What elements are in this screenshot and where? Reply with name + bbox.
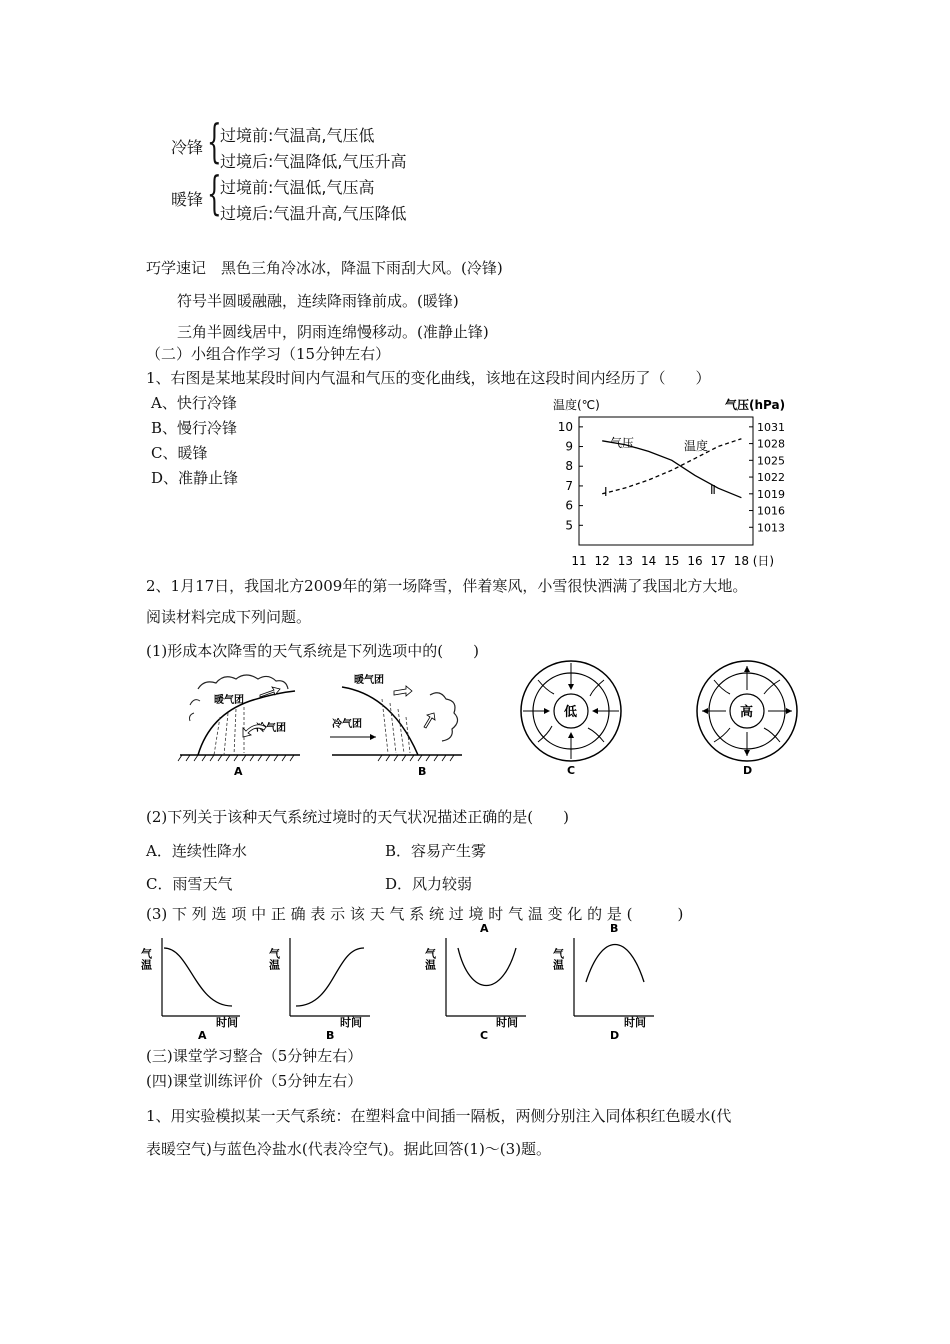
low-pressure-label: 低	[564, 705, 578, 720]
q3-line-2: 表暖空气)与蓝色冷盐水(代表冷空气)。据此回答(1)～(3)题。	[146, 1140, 552, 1158]
graph-label-d: D	[610, 1029, 620, 1042]
x-tick-label: 12	[594, 554, 610, 568]
curve-b	[296, 948, 364, 1006]
top-label-a: A	[480, 922, 489, 935]
y-left-tick-label: 7	[565, 478, 573, 493]
arrow-icon	[394, 686, 412, 696]
graph-a	[140, 938, 240, 1042]
curve-a	[164, 948, 232, 1006]
arrow-icon	[370, 734, 376, 740]
figure-label-b: B	[418, 765, 427, 777]
y-right-tick-label: 1031	[757, 420, 785, 434]
q2-intro-1: 2、1月17日，我国北方2009年的第一场降雪，伴着寒风，小雪很快洒满了我国北方大地。	[146, 577, 748, 595]
brace-icon: {	[207, 114, 222, 168]
ground-hatch	[378, 755, 454, 761]
y-label: 气温	[140, 948, 153, 970]
cold-mass-label: 冷气团	[332, 719, 362, 730]
y-left-tick-label: 9	[565, 439, 573, 454]
cold-front-label: 冷锋	[171, 138, 204, 157]
top-label-b: B	[610, 922, 619, 935]
section-3-title: (三)课堂学习整合（5分钟左右）	[146, 1047, 363, 1065]
y-label: 气温	[551, 948, 565, 970]
q1-option-d: D、准静止锋	[151, 469, 239, 487]
cold-mass-label: 冷气团	[256, 723, 286, 734]
front-diagram-b	[322, 665, 472, 777]
x-label: 时间	[216, 1016, 238, 1029]
warm-mass-label: 暖气团	[354, 675, 384, 686]
graph-d	[552, 922, 655, 1042]
x-tick-label: 17	[710, 554, 726, 568]
series-label-pressure: 气压	[610, 436, 635, 450]
q2-sub-1: (1)形成本次降雪的天气系统是下列选项中的( )	[146, 642, 479, 660]
ground-hatch	[178, 755, 294, 761]
plot-frame	[579, 417, 753, 545]
y-left-tick-label: 5	[565, 518, 573, 533]
mnemonic-line-1: 巧学速记 黑色三角冷冰冰，降温下雨刮大风。(冷锋)	[146, 259, 503, 277]
y-left-tick-label: 10	[557, 419, 573, 434]
y-axis-right-label: 气压(hPa)	[725, 398, 786, 412]
graph-label-a: A	[198, 1029, 207, 1042]
brace-icon: {	[207, 166, 222, 220]
x-tick-label: 14	[640, 554, 657, 568]
section-4-title: (四)课堂训练评价（5分钟左右）	[146, 1072, 363, 1090]
section-2-title: （二）小组合作学习（15分钟左右）	[146, 345, 391, 363]
q2-sub2-option-d: D．风力较弱	[385, 875, 473, 893]
y-right-tick-label: 1013	[757, 521, 785, 535]
mnemonic-line-2: 符号半圆暖融融，连续降雨锋前成。(暖锋)	[177, 292, 459, 310]
q2-sub-3: (3) 下 列 选 项 中 正 确 表 示 该 天 气 系 统 过 境 时 气 温 变 化 的 是 ( )	[146, 905, 684, 923]
y-right-tick-label: 1019	[757, 487, 785, 501]
y-right-tick-label: 1022	[757, 471, 785, 485]
curve-c	[458, 948, 516, 986]
graph-label-c: C	[480, 1029, 489, 1042]
x-tick-label: 15	[664, 554, 680, 568]
x-tick-label: 16	[687, 554, 703, 568]
x-label: 时间	[624, 1016, 646, 1029]
cloud-icon	[198, 675, 288, 689]
front-diagram-a	[170, 665, 310, 777]
rain-lines	[382, 699, 410, 753]
graph-c	[424, 922, 527, 1042]
q1-option-a: A、快行冷锋	[151, 394, 237, 412]
q2-sub2-option-b: B．容易产生雾	[385, 842, 487, 860]
warm-front-label: 暖锋	[171, 190, 204, 209]
x-tick-label: 11	[571, 554, 587, 568]
figure-label-a: A	[234, 765, 243, 777]
q1-stem: 1、右图是某地某段时间内气温和气压的变化曲线，该地在这段时间内经历了（ ）	[146, 369, 711, 387]
annotation-i: Ⅰ	[604, 485, 608, 499]
y-right-tick-label: 1025	[757, 454, 785, 468]
rain-lines	[214, 707, 244, 755]
arrow-icon	[424, 713, 435, 728]
graph-label-b: B	[326, 1029, 335, 1042]
y-right-tick-label: 1016	[757, 504, 785, 518]
y-axis-left-label: 温度(℃)	[553, 398, 600, 412]
y-label: 气温	[267, 948, 281, 970]
y-left-tick-label: 8	[565, 459, 573, 474]
x-axis-label: (日)	[752, 554, 775, 568]
cold-before: 过境前:气温高,气压低	[220, 126, 375, 145]
q1-option-c: C、暖锋	[151, 444, 208, 462]
q2-sub2-option-a: A．连续性降水	[146, 842, 247, 860]
curve-d	[586, 945, 644, 983]
y-right-tick-label: 1028	[757, 437, 785, 451]
annotation-ii: Ⅱ	[710, 483, 716, 497]
mnemonic-line-3: 三角半圆线居中，阴雨连绵慢移动。(准静止锋)	[177, 323, 489, 341]
x-label: 时间	[496, 1016, 518, 1029]
cloud-icon	[190, 700, 201, 721]
warm-mass-label: 暖气团	[214, 695, 244, 706]
q1-option-b: B、慢行冷锋	[151, 419, 238, 437]
series-label-temperature: 温度	[684, 439, 709, 453]
temp-pressure-chart	[545, 392, 805, 572]
warm-after: 过境后:气温升高,气压降低	[220, 204, 407, 223]
pressure-diagram-c	[518, 660, 624, 778]
q2-intro-2: 阅读材料完成下列问题。	[146, 608, 312, 626]
y-label: 气温	[423, 948, 437, 970]
warm-before: 过境前:气温低,气压高	[220, 178, 375, 197]
y-left-tick-label: 6	[565, 498, 573, 513]
x-tick-label: 13	[617, 554, 634, 568]
temperature-graphs	[140, 918, 820, 1043]
figure-label-c: C	[567, 764, 576, 777]
x-label: 时间	[340, 1016, 362, 1029]
cold-after: 过境后:气温降低,气压升高	[220, 152, 407, 171]
graph-b	[268, 938, 371, 1042]
pressure-diagram-d	[694, 660, 800, 778]
q3-line-1: 1、用实验模拟某一天气系统：在塑料盒中间插一隔板，两侧分别注入同体积红色暖水(代	[146, 1107, 732, 1125]
q2-sub2-option-c: C．雨雪天气	[146, 875, 233, 893]
x-tick-label: 18	[733, 554, 750, 568]
high-pressure-label: 高	[740, 705, 754, 720]
figure-label-d: D	[743, 764, 753, 777]
q2-sub-2: (2)下列关于该种天气系统过境时的天气状况描述正确的是( )	[146, 808, 569, 826]
